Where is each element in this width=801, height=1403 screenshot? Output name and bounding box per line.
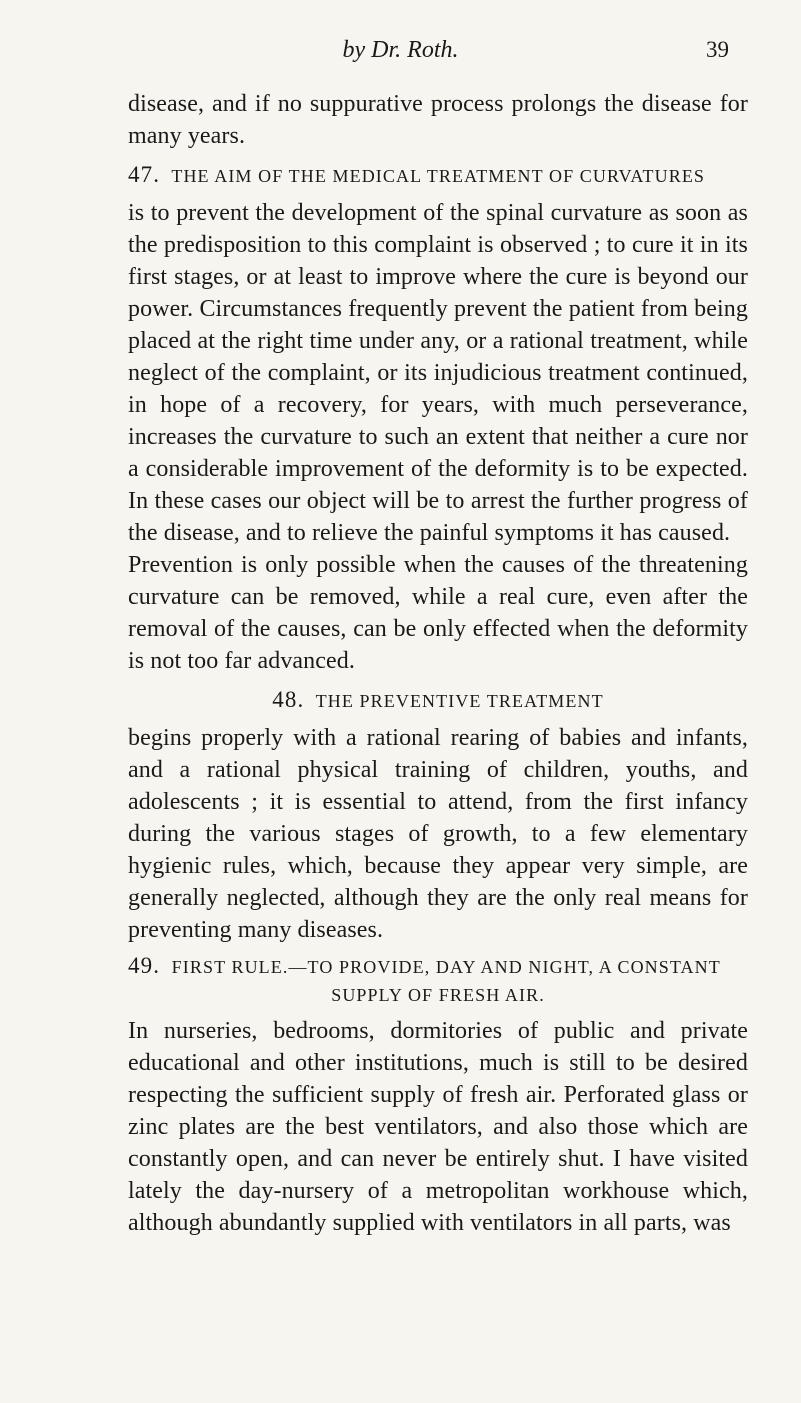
section-48-heading (128, 685, 748, 716)
running-title: by Dr. Roth. (342, 37, 459, 63)
section-47-title: THE AIM OF THE MEDICAL TREATMENT OF CURVATURES (171, 166, 706, 186)
section-49-title-line2: SUPPLY OF FRESH AIR. (331, 985, 545, 1005)
section-49-number: 49. (128, 953, 161, 978)
section-48-number: 48. (272, 687, 305, 712)
section-48-title: THE PREVENTIVE TREATMENT (315, 691, 604, 711)
section-49-title-line1: FIRST RULE.—TO PROVIDE, DAY AND NIGHT, A CONSTANT (171, 957, 721, 977)
body-text (128, 88, 748, 1239)
running-head (0, 32, 801, 68)
paragraph-prevention: Prevention is only possible when the causes of the threatening curvature can be removed, while a real cure, even after the removal of the causes, can be only effected when the deformity is not too far advanced. (128, 552, 748, 674)
paragraph-nurseries: In nurseries, bedrooms, dormitories of public and private educational and other institutions, much is still to be desired respecting the sufficient supply of fresh air. Perforated glass or zinc plates are the best ventilators, and also those which are constantly open, and can never be entirely shut. I have visited lately the day-nursery of a metropolitan workhouse which, although abundantly supplied with ventilators in all parts, was (128, 1018, 748, 1236)
paragraph-preventive: begins properly with a rational rearing of babies and infants, and a rational physical training of children, youths, and adolescents ; it is essential to attend, from the first infancy during the various stages of growth, to a few elementary hygienic rules, which, because they appear very simple, are generally neglected, although they are the only real means for preventing many diseases. (128, 725, 748, 943)
section-47-heading (128, 160, 748, 191)
section-49-line1 (128, 952, 748, 981)
section-49-heading (128, 952, 748, 1009)
page-number: 39 (706, 37, 729, 62)
section-47-number: 47. (128, 162, 161, 187)
paragraph-aim: is to prevent the development of the spinal curvature as soon as the predisposition to this complaint is observed ; to cure it in its first stages, or at least to improve where the cure is beyond our power. Circumstances frequently prevent the patient from being placed at the right time under any, or a rational treatment, while neglect of the complaint, or its injudicious treatment continued, in hope of a recovery, for years, with much perseverance, increases the curvature to such an extent that neither a cure nor a considerable improvement of the deformity is to be expected. In these cases our object will be to arrest the further progress of the disease, and to relieve the painful symptoms it has caused. (128, 200, 748, 546)
paragraph-continuation: disease, and if no suppurative process prolongs the disease for many years. (128, 91, 748, 149)
